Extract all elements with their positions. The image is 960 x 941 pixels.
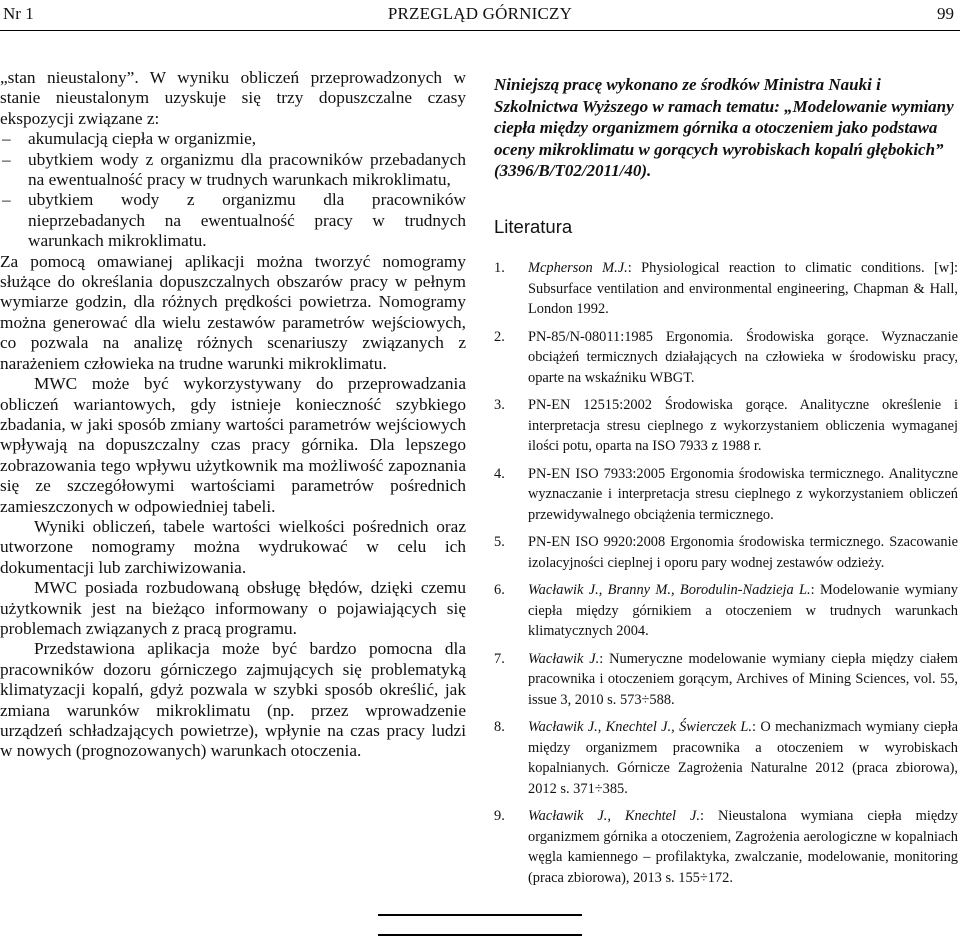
reference-number: 6. [494,582,505,598]
reference-authors: Wacławik J., Knechtel J., Świerczek L. [528,719,753,735]
reference-text: PN-EN ISO 9920:2008 Ergonomia środowiska termicznego. Szacowanie izolacyjności cieplnej i oporu pary wodnej zestawów odzieży. [528,534,958,571]
reference-text: : O mechanizmach wymiany ciepła między organizmem pracownika a otoczeniem w wyrobiskach kopalnianych. Górnicze Zagrożenia Naturalne 2012 (praca zbiorowa), 2012 s. 371÷385. [528,719,958,797]
reference-number: 7. [494,650,505,667]
running-header [0,4,960,26]
reference-number: 1. [494,260,505,276]
reference-list [494,258,958,895]
header-rule [0,30,960,31]
reference-number: 3. [494,397,505,413]
reference-item [494,395,958,457]
reference-text: : Physiological reaction to climatic conditions. [w]: Subsurface ventilation and environmental engineering, Chapman & Hall, London 1992. [528,260,958,317]
paragraph-printing: Wyniki obliczeń, tabele wartości wielkości pośrednich oraz utworzone nomogramy można wydrukować w celu ich dokumentacji lub zarchiwizowania. [0,516,466,577]
acknowledgement: Niniejszą pracę wykonano ze środków Ministra Nauki i Szkolnictwa Wyższego w ramach tematu: „Modelowanie wymiany ciepła między organizmem górnika a otoczeniem jako podstawa oceny mikroklimatu w gorących wyrobiskach kopalń głębokich” (3396/B/T02/2011/40). [494,75,954,181]
reference-item [494,717,958,799]
footer-rule [378,934,582,936]
reference-text: : Nieustalona wymiana ciepła między organizmem górnika a otoczeniem, Zagrożenia aerologiczne w kopalniach węgla kamiennego – profilaktyka, zwalczanie, modelowanie, monitoring (praca zbiorowa), 2013 s. 155÷172. [528,808,958,886]
reference-authors: Mcpherson M.J. [528,260,628,276]
reference-number: 8. [494,719,505,735]
paragraph-conclusion: Przedstawiona aplikacja może być bardzo pomocna dla pracowników dozoru górniczego zajmujących się problematyką klimatyzacji kopalń, gdyż pozwala w szybki sposób określić, jak zmiana warunków mikroklimatu (np. przez wprowadzenie urządzeń schładzających powietrze), wpłynie na czas pracy ludzi w nowych (prognozowanych) warunkach otoczenia. [0,639,466,761]
reference-number: 5. [494,534,505,550]
issue-number: Nr 1 [3,4,34,23]
reference-item [494,327,958,389]
reference-text: PN-EN 12515:2002 Środowiska gorące. Analityczne określenie i interpretacja stresu cieplnego z wykorzystaniem obliczenia wymaganej ilości potu, oparta na ISO 7933 z 1988 r. [528,397,958,454]
list-item: – ubytkiem wody z organizmu dla pracowników przebadanych na ewentualność pracy w trudnych warunkach mikroklimatu, [0,150,466,191]
reference-number: 2. [494,328,505,345]
reference-authors: Wacławik J., Branny M., Borodulin-Nadzieja L. [528,582,811,598]
paragraph-nomograms: Za pomocą omawianej aplikacji można tworzyć nomogramy służące do określania dopuszczalnych obszarów pracy w pełnym wymiarze godzin, dla różnych prędkości powietrza. Nomogramy można generować dla wielu zestawów parametrów wejściowych, co pozwala na analizę różnych scenariuszy związanych z narażeniem człowieka na trudne warunki mikroklimatu. [0,251,466,373]
reference-item [494,806,958,888]
left-column [0,68,466,762]
literature-heading: Literatura [494,216,573,237]
reference-text: PN-EN ISO 7933:2005 Ergonomia środowiska termicznego. Analityczne wyznaczanie i interpretacja stresu cieplnego z wykorzystaniem obliczeń przewidywalnego obciążenia termicznego. [528,465,958,523]
reference-text: PN-85/N-08011:1985 Ergonomia. Środowiska gorące. Wyznaczanie obciążeń termicznych działających na człowieka w środowisku pracy, oparte na wskaźniku WBGT. [528,328,958,386]
list-item: – akumulacją ciepła w organizmie, [0,129,466,149]
reference-text: : Numeryczne modelowanie wymiany ciepła między ciałem pracownika i otoczeniem gorącym, Archives of Mining Sciences, vol. 55, issue 3, 2010 s. 573÷588. [528,650,958,708]
page-number: 99 [937,4,954,23]
reference-number: 9. [494,808,505,824]
list-item: – ubytkiem wody z organizmu dla pracowników nieprzebadanych na ewentualność pracy w trudnych warunkach mikroklimatu. [0,190,466,251]
reference-authors: Wacławik J. [528,650,600,667]
reference-item [494,649,958,711]
exposure-list [0,129,466,251]
reference-item [494,532,958,573]
paragraph-mwc-variants: MWC może być wykorzystywany do przeprowadzania obliczeń wariantowych, gdy istnieje konieczność szybkiego zbadania, w jaki sposób zmiany wartości parametrów wejściowych wpływają na dopuszczalny czas pracy górnika. Dla lepszego zobrazowania tego wpływu użytkownik ma możliwość zapoznania się ze szczegółowymi wartościami parametrów pośrednich zamieszczonych w odpowiedniej tabeli. [0,374,466,516]
reference-text: : Modelowanie wymiany ciepła między górnikiem a otoczeniem w trudnych warunkach klimatycznych 2004. [528,582,958,639]
paragraph-errors: MWC posiada rozbudowaną obsługę błędów, dzięki czemu użytkownik jest na bieżąco informowany o pojawiających się problemach związanych z pracą programu. [0,578,466,638]
reference-authors: Wacławik J., Knechtel J. [528,808,700,824]
reference-item [494,580,958,642]
reference-item [494,258,958,320]
right-column [494,74,958,886]
reference-item [494,464,958,526]
reference-number: 4. [494,465,505,482]
footer-rule [378,914,582,916]
journal-title: PRZEGLĄD GÓRNICZY [387,4,573,23]
paragraph-intro: „stan nieustalony”. W wyniku obliczeń przeprowadzonych w stanie nieustalonym uzyskuje się trzy dopuszczalne czasy ekspozycji związane z: [0,68,466,128]
